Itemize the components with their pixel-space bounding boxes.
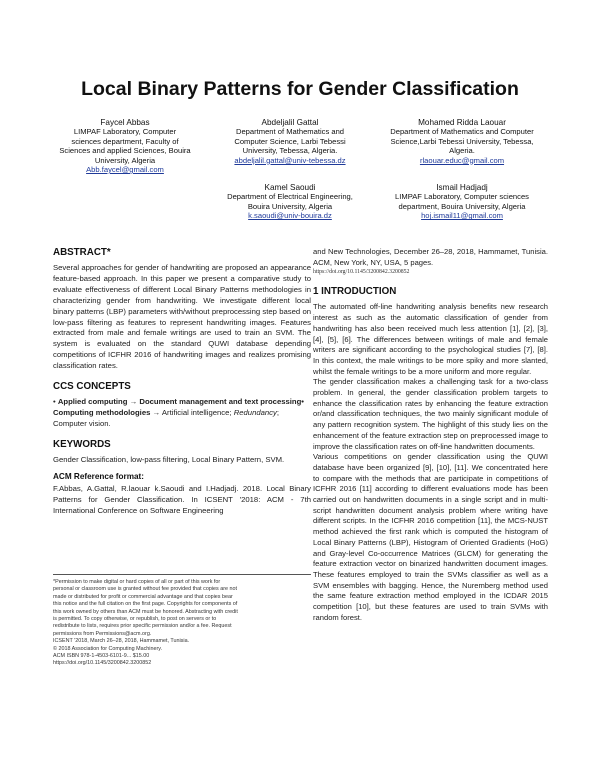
author-block-hadjadj bbox=[372, 183, 552, 221]
reference-format-continuation: and New Technologies, December 26–28, 2018, Hammamet, Tunisia. ACM, New York, NY, USA, 5 pages. bbox=[313, 247, 548, 267]
author-affiliation-line: sciences department, Faculty of bbox=[71, 136, 179, 146]
author-affiliation-line: LIMPAF Laboratory, Computer sciences bbox=[395, 192, 529, 202]
permission-footnote bbox=[53, 574, 311, 668]
left-column bbox=[53, 247, 311, 522]
abstract-heading: ABSTRACT* bbox=[53, 247, 111, 258]
author-affiliation-line: Sciences and applied Sciences, Bouira bbox=[59, 146, 191, 156]
author-block-laouar bbox=[372, 118, 552, 165]
reference-doi-link[interactable]: https://doi.org/10.1145/3200842.3200852 bbox=[313, 269, 410, 276]
reference-format-text: F.Abbas, A.Gattal, R.laouar k.Saoudi and I.Hadjadj. 2018. Local Binary Patterns for Gender Classification. In ICSENT '2018: ACM - 7th International Conference on Software Engineering bbox=[53, 483, 311, 515]
author-email-link[interactable]: k.saoudi@univ-bouira.dz bbox=[248, 211, 332, 221]
ccs-concept-redundancy: Redundancy bbox=[233, 407, 277, 417]
right-column bbox=[313, 247, 548, 630]
author-block-saoudi bbox=[205, 183, 375, 221]
author-affiliation-line: Department of Mathematics and Computer bbox=[390, 127, 534, 137]
footnote-line: is permitted. To copy otherwise, or republish, to post on servers or to bbox=[53, 616, 217, 623]
author-affiliation-line: LIMPAF Laboratory, Computer bbox=[73, 127, 177, 137]
ccs-concept-vision: ; Computer vision. bbox=[53, 407, 280, 428]
footnote-line: this work owned by others than ACM must be honored. Abstracting with credit bbox=[53, 608, 238, 615]
author-name: Ismail Hadjadj bbox=[436, 183, 488, 192]
author-affiliation-line: Algeria. bbox=[449, 146, 475, 156]
author-email-link[interactable]: hoj.ismail11@gmail.com bbox=[421, 211, 503, 221]
paper-title: Local Binary Patterns for Gender Classification bbox=[81, 78, 519, 100]
keywords-heading: KEYWORDS bbox=[53, 438, 111, 450]
author-block-gattal bbox=[210, 118, 370, 165]
author-name: Faycel Abbas bbox=[100, 118, 150, 127]
author-name: Kamel Saoudi bbox=[264, 183, 316, 192]
abstract-text: Several approaches for gender of handwriting are proposed an appearance feature-based approach. In this paper we present a comparative study to evaluate effectiveness of different Local Binary Patterns methodologies in characterizing gender from handwriting. We investigate different local binary patterns (LBP) parameters with/without preprocessing step based on low-pass filtering as features to represent handwriting images. Features extracted from male and female writings are used to train an SVM. The system is evaluated on the standard QUWI database depending competitions of ICFHR 2016 of handwriting images and realizes promising classification rates. bbox=[53, 263, 311, 371]
author-affiliation-line: University, Tebessa, Algeria. bbox=[242, 146, 338, 156]
ccs-bullet: • bbox=[53, 397, 56, 407]
footnote-line: © 2018 Association for Computing Machinery. bbox=[53, 645, 163, 652]
footnote-line: ICSENT '2018, March 26–28, 2018, Hammamet, Tunisia. bbox=[53, 638, 190, 645]
author-affiliation-line: Department of Electrical Engineering, bbox=[227, 192, 353, 202]
author-email-link[interactable]: rlaouar.educ@gmail.com bbox=[419, 155, 505, 165]
author-block-abbas bbox=[50, 118, 200, 174]
author-affiliation-line: Science,Larbi Tebessi University, Tebessa, bbox=[390, 136, 534, 146]
ccs-concepts-text bbox=[53, 397, 311, 430]
footnote-line: permissions from Permissions@acm.org. bbox=[53, 630, 152, 637]
ccs-concept-computing: Computing methodologies bbox=[53, 407, 151, 417]
author-affiliation-line: Bouira University, Algeria bbox=[247, 201, 333, 211]
author-affiliation-line: Department of Mathematics and bbox=[235, 127, 345, 137]
introduction-heading: 1 INTRODUCTION bbox=[313, 286, 397, 298]
footnote-doi-link[interactable]: https://doi.org/10.1145/3200842.3200852 bbox=[53, 660, 152, 667]
footnote-line: personal or classroom use is granted without fee provided that copies are not bbox=[53, 586, 237, 593]
footnote-line: redistribute to lists, requires prior specific permission and/or a fee. Request bbox=[53, 623, 232, 630]
footnote-line: ACM ISBN 978-1-4503-6101-9... $15.00 bbox=[53, 653, 150, 660]
introduction-paragraph: Various competitions on gender classification using the QUWI database have been organized [9], [10], [11]. We concentrated here to compare with the methods that are participate in competitions of ICFHR 2016 [11] according to different evaluations mode has been carried out on handwritten documents in a single script and in multi-script handwritten document analysis problem where writing have different scripts. In the ICFHR 2016 competition [11], the MCS-NUST method achieved the first rank which is computed the histogram of Local Binary Patterns (LBP), Histogram of Oriented Gradients (HoG) and Gray-level Co-occurrence Matrices (GLCM) for generating the feature extraction vector on binarized handwritten document images. These features employed to train the SVMs classifier as well as a SVM ensembles with bagging. Hence, the Nuremberg method used the same feature extraction method employed in the ICDAR 2015 competition [10], but these features are used to train SVMs with random forest. bbox=[313, 452, 548, 622]
keywords-text: Gender Classification, low-pass filtering, Local Binary Pattern, SVM. bbox=[53, 454, 285, 464]
author-affiliation-line: department, Bouira University, Algeria bbox=[398, 201, 526, 211]
ccs-concept-ai: → Artificial intelligence; bbox=[150, 407, 232, 417]
reference-format-heading: ACM Reference format: bbox=[53, 471, 144, 481]
footnote-line: made or distributed for profit or commercial advantage and that copies bear bbox=[53, 593, 233, 600]
introduction-paragraph: The gender classification makes a challenging task for a two-class problem. In general, the gender classification problem targets to enhance the classification rates by enhancing the feature extraction or/and classification techniques, the two mainly significant module of any pattern recognition system. The highlight of this study lies on the enhancement of the feature extraction step on preprocessed image to improve the classification rates on off-line handwritten documents. bbox=[313, 377, 548, 451]
author-name: Mohamed Ridda Laouar bbox=[418, 118, 506, 127]
footnote-line: this notice and the full citation on the first page. Copyrights for components of bbox=[53, 601, 238, 608]
ccs-concept-applied: Applied computing → Document management and text processing• bbox=[57, 397, 305, 407]
author-email-link[interactable]: abdeljalil.gattal@univ-tebessa.dz bbox=[234, 155, 346, 165]
author-name: Abdeljalil Gattal bbox=[261, 118, 319, 127]
author-email-link[interactable]: Abb.faycel@gmail.com bbox=[86, 165, 164, 175]
author-affiliation-line: Computer Science, Larbi Tebessi bbox=[234, 136, 346, 146]
footnote-line: *Permission to make digital or hard copies of all or part of this work for bbox=[53, 579, 221, 585]
ccs-heading: CCS CONCEPTS bbox=[53, 381, 131, 393]
author-affiliation-line: University, Algeria bbox=[94, 155, 156, 165]
introduction-paragraph: The automated off-line handwriting analysis benefits new research interest as such as the automatic classification of gender from handwriting has also been received much less attention [1], [2], [3], [4], [5], [6]. The differences between writings of male and female writers are significant according to the psychological studies [7], [8]. In this context, the male writings to be more spiky and more slanted, whilst the female writings to be a more uniform and more regular. bbox=[313, 302, 548, 376]
